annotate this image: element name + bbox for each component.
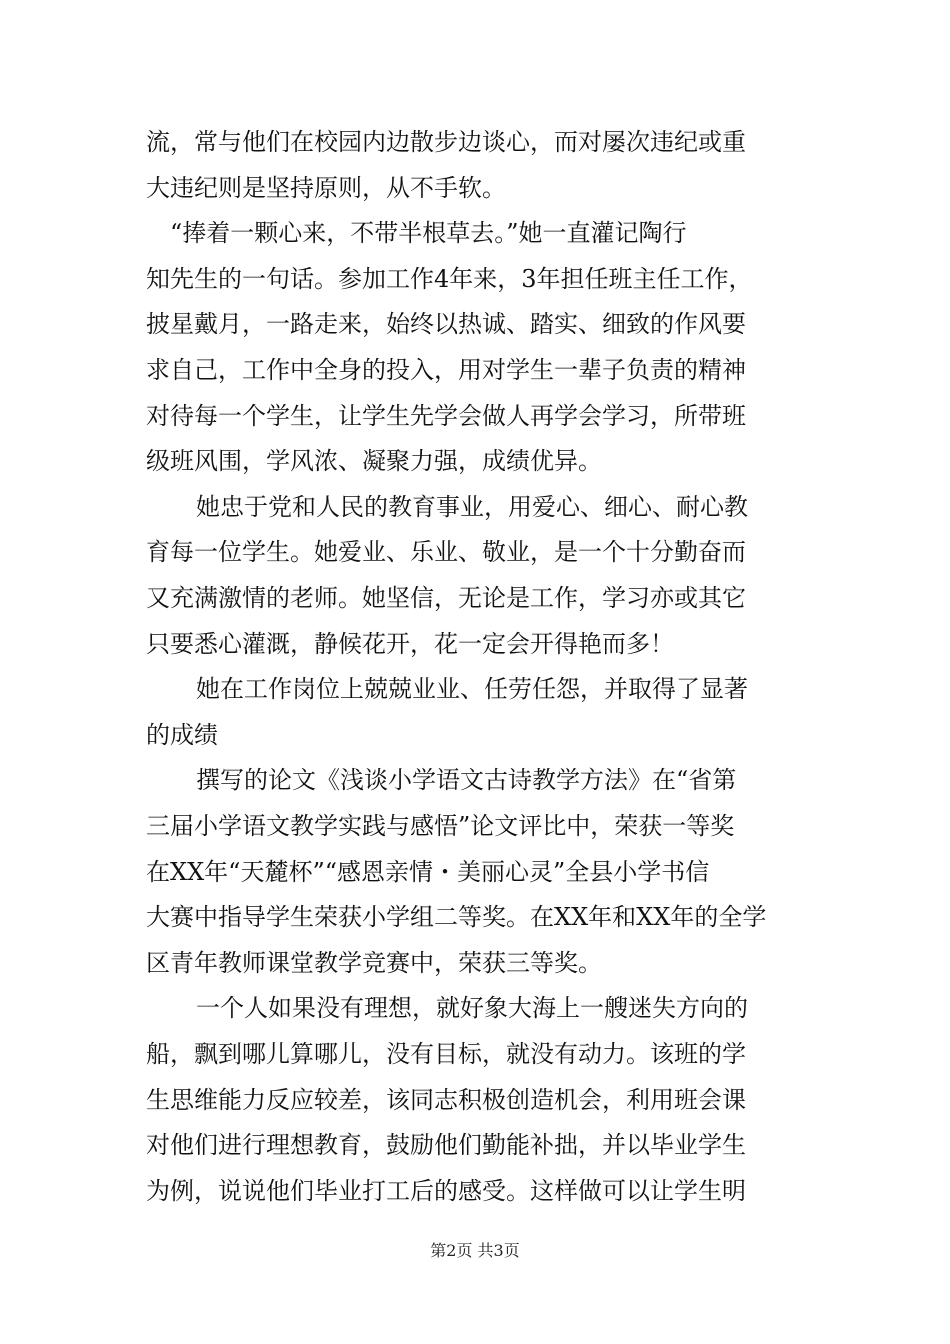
text-line: 生思维能力反应较差，该同志积极创造机会，利用班会课 bbox=[146, 1086, 746, 1114]
text-line: 一个人如果没有理想，就好象大海上一艘迷失方向的 bbox=[196, 994, 748, 1022]
text-line: 在XX年“天麓杯”“感恩亲情・美丽心灵”全县小学书信 bbox=[146, 858, 710, 886]
text-line: 的成绩 bbox=[146, 721, 218, 749]
text-line: 流，常与他们在校园内边散步边谈心，而对屡次违纪或重 bbox=[146, 128, 746, 156]
text-line: 级班风围，学风浓、凝聚力强，成绩优异。 bbox=[146, 447, 602, 475]
page-number-footer: 第2页 共3页 bbox=[430, 1241, 520, 1260]
text-line: 对待每一个学生，让学生先学会做人再学会学习，所带班 bbox=[146, 402, 746, 430]
text-line: 披星戴月，一路走来，始终以热诚、踏实、细致的作风要 bbox=[146, 310, 746, 338]
text-line: 只要悉心灌溉，静候花开，花一定会开得艳而多！ bbox=[146, 630, 674, 658]
text-line: 船，飘到哪儿算哪儿，没有目标，就没有动力。该班的学 bbox=[146, 1040, 746, 1068]
text-line: 大违纪则是坚持原则，从不手软。 bbox=[146, 174, 506, 202]
text-line: 大赛中指导学生荣获小学组二等奖。在XX年和XX年的全学 bbox=[146, 903, 767, 931]
text-line: 为例，说说他们毕业打工后的感受。这样做可以让学生明 bbox=[146, 1177, 746, 1205]
text-line: 求自己，工作中全身的投入，用对学生一辈子负责的精神 bbox=[146, 356, 746, 384]
text-line: 对他们进行理想教育，鼓励他们勤能补拙，并以毕业学生 bbox=[146, 1131, 746, 1159]
text-line: 知先生的一句话。参加工作4年来，3年担任班主任工作， bbox=[146, 265, 753, 293]
text-line: 撰写的论文《浅谈小学语文古诗教学方法》在“省第 bbox=[196, 766, 737, 794]
text-line: 又充满激情的老师。她坚信，无论是工作，学习亦或其它 bbox=[146, 584, 746, 612]
text-line: 她忠于党和人民的教育事业，用爱心、细心、耐心教 bbox=[196, 493, 748, 521]
text-line: 三届小学语文教学实践与感悟”论文评比中，荣获一等奖 bbox=[146, 812, 735, 840]
text-line: “捧着一颗心来，不带半根草去。”她一直灌记陶行 bbox=[170, 219, 687, 247]
text-line: 她在工作岗位上兢兢业业、任劳任怨，并取得了显著 bbox=[196, 675, 748, 703]
text-line: 区青年教师课堂教学竞赛中，荣获三等奖。 bbox=[146, 949, 602, 977]
text-line: 育每一位学生。她爱业、乐业、敬业，是一个十分勤奋而 bbox=[146, 538, 746, 566]
